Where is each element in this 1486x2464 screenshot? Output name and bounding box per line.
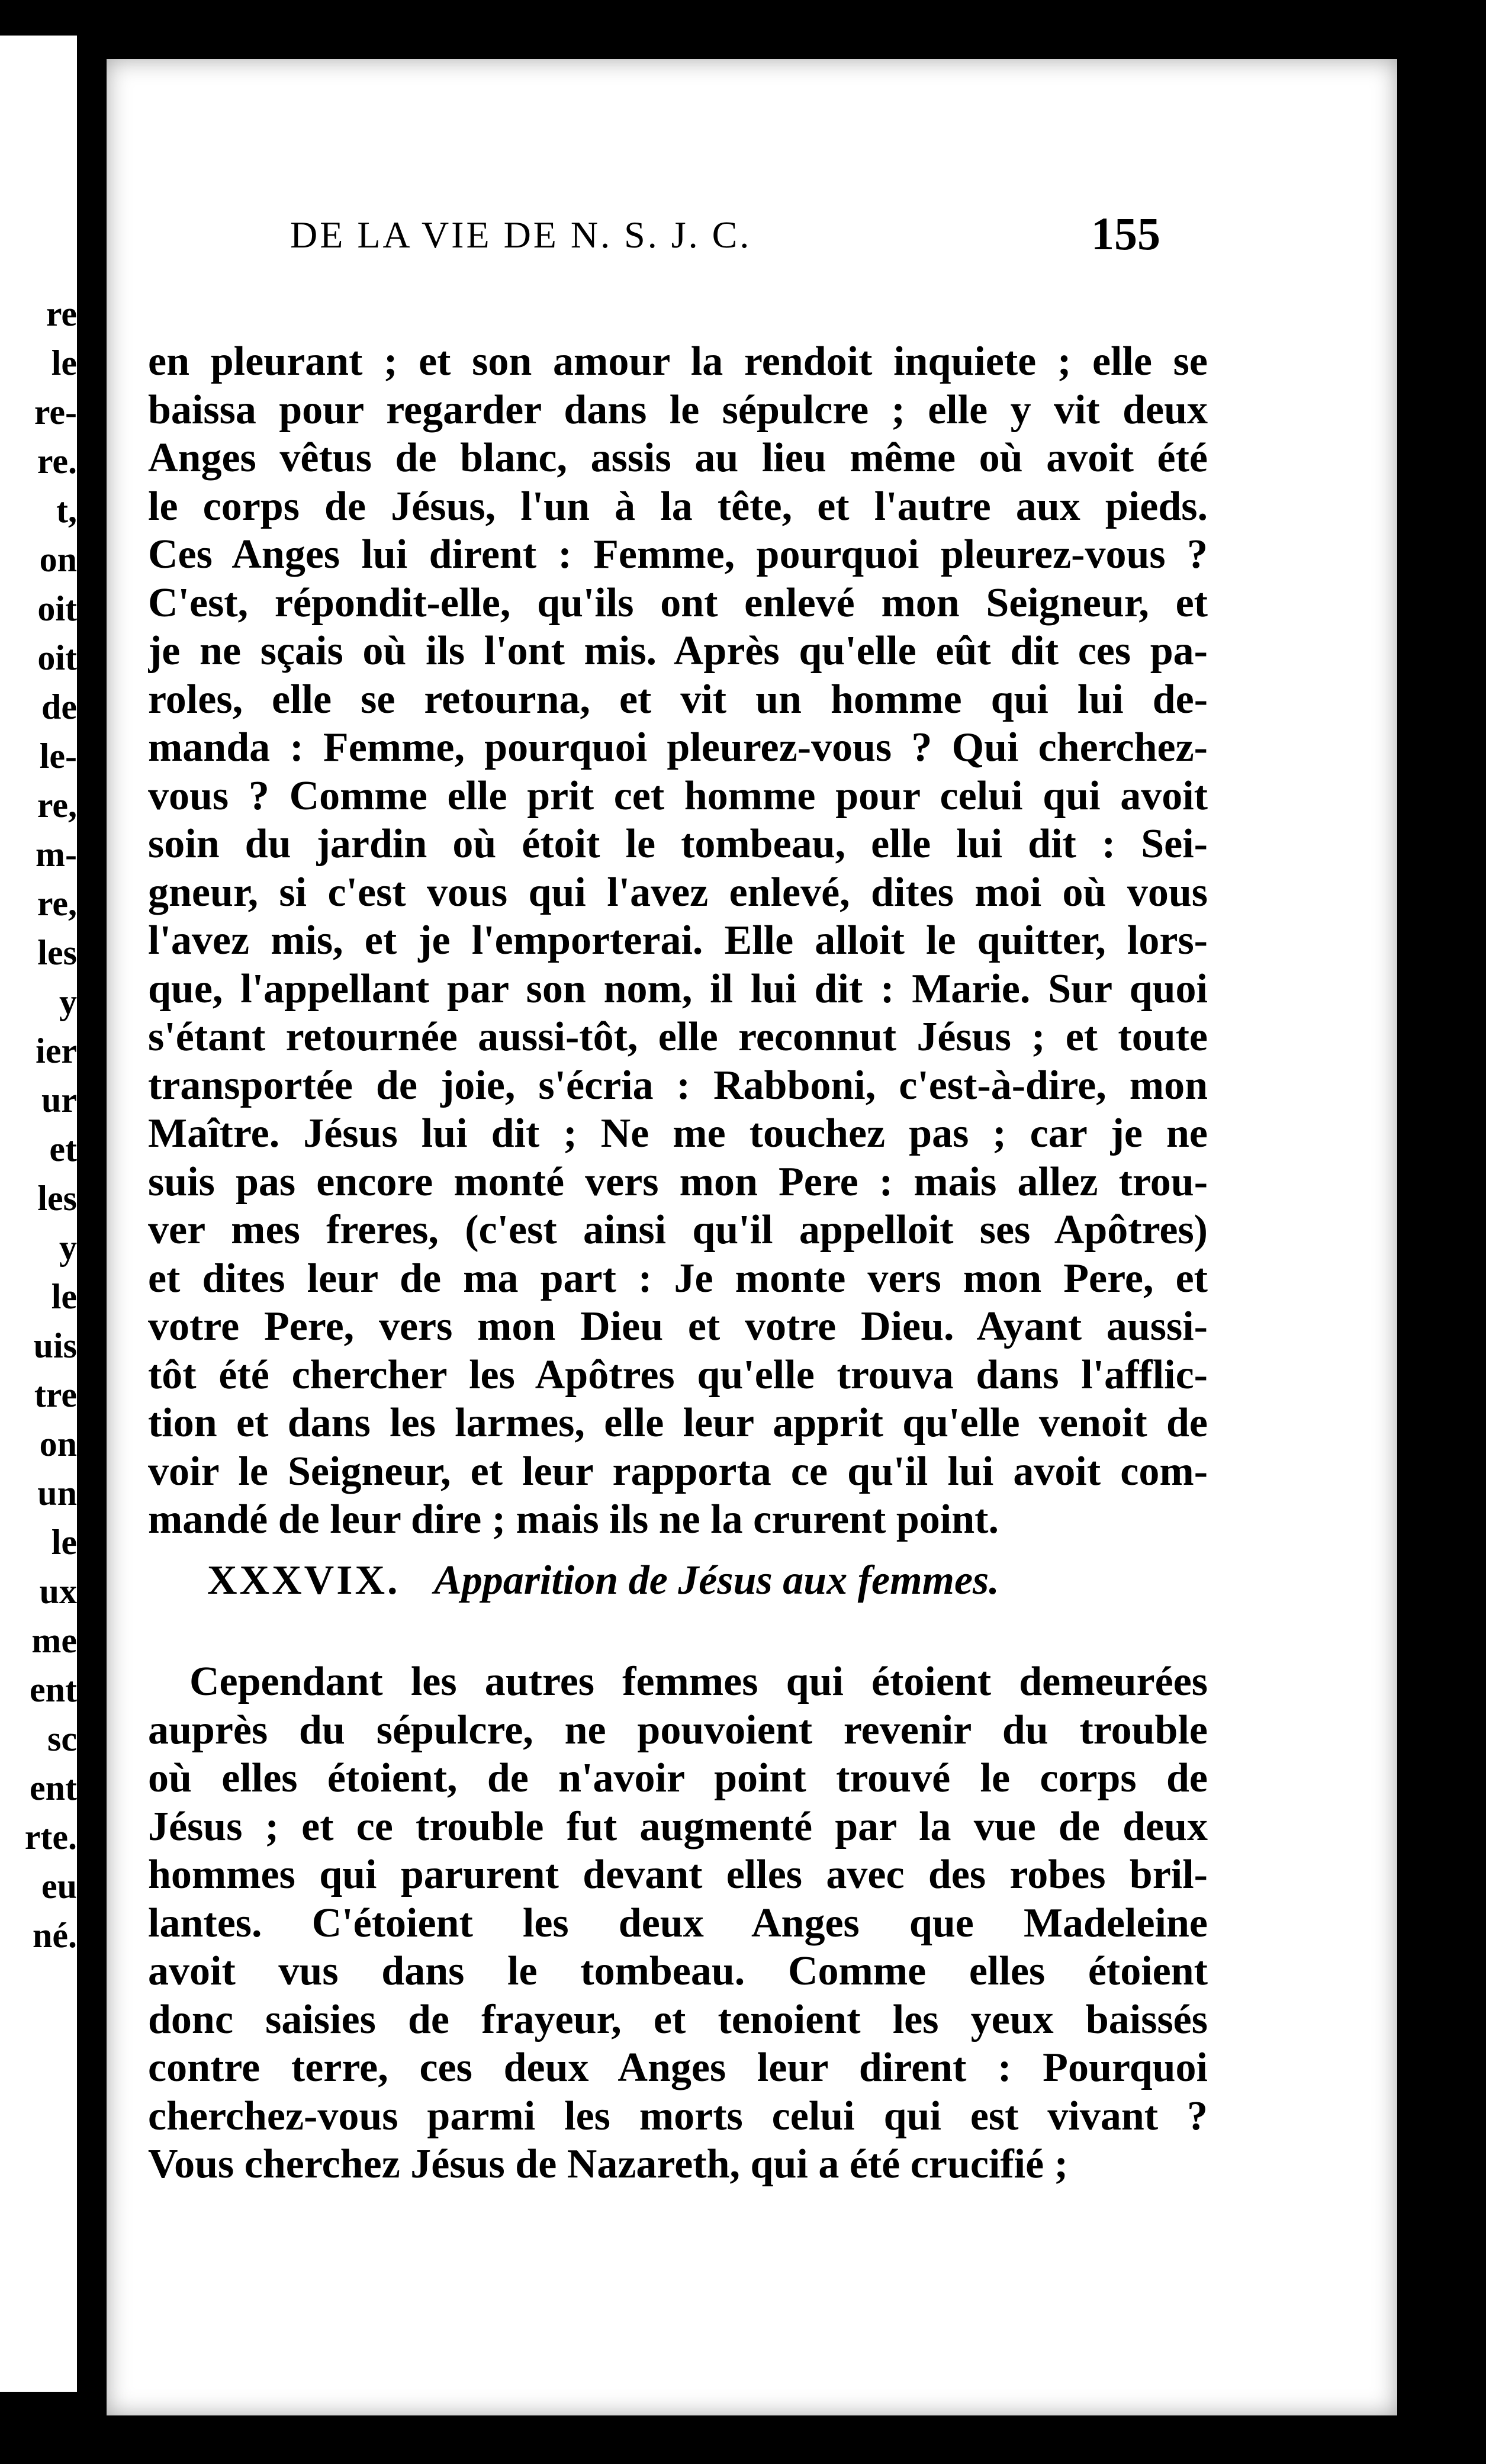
adjacent-page-text-fragment: uis — [33, 1326, 77, 1365]
text-line: où elles étoient, de n'avoir point trouvé le corps de — [148, 1755, 1208, 1801]
adjacent-page-text-fragment: eu — [41, 1867, 77, 1906]
text-line: je ne sçais où ils l'ont mis. Après qu'elle eût dit ces pa- — [148, 628, 1208, 674]
text-line: tôt été chercher les Apôtres qu'elle trouva dans l'afflic- — [148, 1352, 1208, 1398]
text-line: Jésus ; et ce trouble fut augmenté par la vue de deux — [148, 1803, 1208, 1849]
adjacent-page-text-fragment: re, — [37, 786, 77, 825]
section-heading — [207, 1557, 1184, 1622]
text-line: auprès du sépulcre, ne pouvoient revenir du trouble — [148, 1707, 1208, 1753]
adjacent-page-text-fragment: oit — [37, 638, 77, 677]
text-line: transportée de joie, s'écria : Rabboni, c'est-à-dire, mon — [148, 1062, 1208, 1108]
adjacent-page-text-fragment: le — [51, 1523, 77, 1562]
text-line: mandé de leur dire ; mais ils ne la crurent point. — [148, 1497, 999, 1542]
text-line: votre Pere, vers mon Dieu et votre Dieu. Ayant aussi- — [148, 1304, 1208, 1349]
text-line: avoit vus dans le tombeau. Comme elles étoient — [148, 1948, 1208, 1994]
running-head — [290, 195, 1160, 260]
text-line: en pleurant ; et son amour la rendoit inquiete ; elle se — [148, 339, 1208, 384]
running-head-title: DE LA VIE DE N. S. J. C. — [290, 214, 752, 256]
text-line: voir le Seigneur, et leur rapporta ce qu'il lui avoit com- — [148, 1448, 1208, 1494]
text-line: baissa pour regarder dans le sépulcre ; elle y vit deux — [148, 387, 1208, 433]
adjacent-page-text-fragment: les — [37, 933, 77, 972]
adjacent-page-text-fragment: ux — [39, 1572, 77, 1611]
text-line: vous ? Comme elle prit cet homme pour celui qui avoit — [148, 773, 1208, 819]
adjacent-page-text-fragment: on — [39, 1424, 77, 1463]
adjacent-page-text-fragment: tre — [34, 1375, 77, 1414]
adjacent-page-text-fragment: oit — [37, 589, 77, 628]
text-line: Vous cherchez Jésus de Nazareth, qui a été crucifié ; — [148, 2141, 1069, 2187]
text-line: le corps de Jésus, l'un à la tête, et l'autre aux pieds. — [148, 483, 1208, 529]
text-line: Anges vêtus de blanc, assis au lieu même où avoit été — [148, 435, 1208, 481]
text-line: lantes. C'étoient les deux Anges que Madeleine — [148, 1900, 1208, 1946]
adjacent-page-text-fragment: les — [37, 1179, 77, 1218]
text-line: gneur, si c'est vous qui l'avez enlevé, dites moi où vous — [148, 869, 1208, 915]
adjacent-page-text-fragment: sc — [47, 1719, 77, 1758]
text-line: donc saisies de frayeur, et tenoient les yeux baissés — [148, 1996, 1208, 2042]
adjacent-page-text-fragment: le — [51, 343, 77, 382]
adjacent-page-text-fragment: ent — [30, 1768, 77, 1807]
text-line: Maître. Jésus lui dit ; Ne me touchez pas ; car je ne — [148, 1111, 1208, 1156]
paragraph-1 — [148, 337, 1208, 1544]
text-line: cherchez-vous parmi les morts celui qui est vivant ? — [148, 2093, 1208, 2139]
text-line: et dites leur de ma part : Je monte vers mon Pere, et — [148, 1255, 1208, 1301]
adjacent-page-text-fragment: y — [59, 1228, 77, 1267]
section-number: XXXVIX. — [207, 1558, 400, 1603]
adjacent-page-text-fragment: né. — [33, 1916, 77, 1955]
adjacent-page-text-fragment: et — [49, 1130, 77, 1169]
text-line: ver mes freres, (c'est ainsi qu'il appelloit ses Apôtres) — [148, 1207, 1208, 1253]
page-number: 155 — [1091, 208, 1160, 259]
text-line: que, l'appellant par son nom, il lui dit : Marie. Sur quoi — [148, 966, 1208, 1012]
text-line: tion et dans les larmes, elle leur apprit qu'elle venoit de — [148, 1400, 1208, 1446]
text-line: C'est, répondit-elle, qu'ils ont enlevé mon Seigneur, et — [148, 580, 1208, 626]
text-line: Cependant les autres femmes qui étoient demeurées — [189, 1659, 1208, 1704]
adjacent-page-text-fragment: y — [59, 982, 77, 1021]
adjacent-page-text-fragment: re, — [37, 884, 77, 923]
adjacent-page-text-fragment: ier — [36, 1031, 77, 1070]
adjacent-page-text-fragment: un — [37, 1474, 77, 1513]
adjacent-page-text-fragment: on — [39, 540, 77, 579]
adjacent-page-text-fragment: rte. — [24, 1818, 77, 1857]
text-line: contre terre, ces deux Anges leur dirent : Pourquoi — [148, 2045, 1208, 2090]
text-line: soin du jardin où étoit le tombeau, elle lui dit : Sei- — [148, 821, 1208, 867]
section-title: Apparition de Jésus aux femmes. — [434, 1558, 999, 1603]
adjacent-page-text-fragment: ent — [30, 1670, 77, 1709]
adjacent-page-text-fragment: re — [46, 294, 77, 333]
adjacent-page-text-fragment: le- — [39, 736, 77, 776]
adjacent-page-text-fragment: re- — [34, 393, 77, 432]
adjacent-page-text-fragment: me — [31, 1621, 77, 1660]
adjacent-page-text-fragment: le — [51, 1277, 77, 1316]
text-line: roles, elle se retourna, et vit un homme qui lui de- — [148, 676, 1208, 722]
adjacent-page-text-fragment: de — [41, 687, 77, 726]
adjacent-page-text-fragment: t, — [56, 491, 77, 530]
text-line: s'étant retournée aussi-tôt, elle reconnut Jésus ; et toute — [148, 1014, 1208, 1060]
adjacent-page-text-fragment: re. — [37, 442, 77, 481]
text-line: hommes qui parurent devant elles avec des robes bril- — [148, 1852, 1208, 1897]
text-line: manda : Femme, pourquoi pleurez-vous ? Qui cherchez- — [148, 725, 1208, 770]
adjacent-page-text-fragment: ur — [41, 1080, 77, 1120]
text-line: suis pas encore monté vers mon Pere : mais allez trou- — [148, 1159, 1208, 1205]
text-line: Ces Anges lui dirent : Femme, pourquoi pleurez-vous ? — [148, 532, 1208, 577]
adjacent-page-text-fragment: m- — [36, 835, 77, 874]
paragraph-2 — [148, 1658, 1208, 2189]
text-line: l'avez mis, et je l'emporterai. Elle alloit le quitter, lors- — [148, 918, 1208, 963]
adjacent-page-fragment — [0, 36, 77, 2392]
